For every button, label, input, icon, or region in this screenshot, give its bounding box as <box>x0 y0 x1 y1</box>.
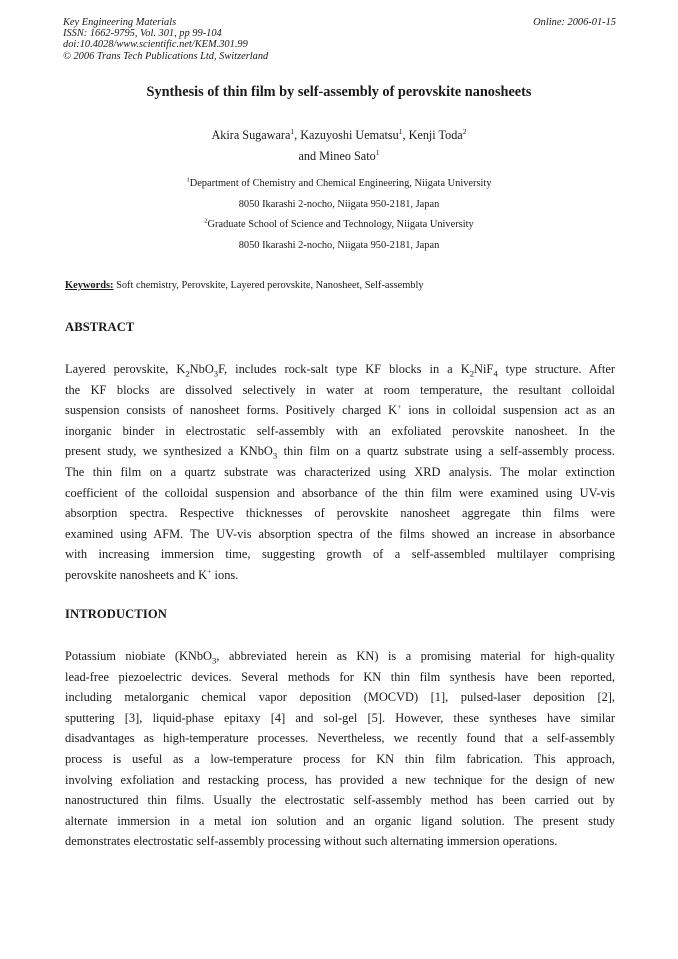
online-date: Online: 2006-01-15 <box>533 17 616 28</box>
abstract-body <box>65 359 615 586</box>
abstract-line: Layered perovskite, $K_2NbO_3F$, includes rock-salt type KF blocks in a $K_2NiF_4$ type structure. After <box>65 362 616 379</box>
author-affil-sup: 2 <box>462 126 467 136</box>
affil-number: 1 <box>186 176 190 184</box>
intro-line: process is useful as a low-temperature process for KN thin film fabrication. This approach, <box>65 751 615 766</box>
intro-line: including metalorganic chemical vapor deposition (MOCVD) [1], pulsed-laser deposition [2], <box>65 690 615 705</box>
affiliation-2-address: 8050 Ikarashi 2-nocho, Niigata 950-2181, Japan <box>238 239 440 251</box>
abstract-line: present study, we synthesized a KNbO$_3$ thin film on a quartz substrate using a self-assembly process. <box>65 444 615 461</box>
intro-line: alternate immersion in a metal ion solution and an organic ligand solution. The present study <box>65 813 615 828</box>
journal-doi: doi:10.4028/www.scientific.net/KEM.301.99 <box>63 39 248 51</box>
journal-name: Key Engineering Materials <box>63 17 177 28</box>
intro-line: involving exfoliation and restacking process, has provided a new technique for the design of new <box>65 772 615 787</box>
author-line-2 <box>0 146 678 167</box>
introduction-heading: INTRODUCTION <box>65 607 167 621</box>
author-affil-sup: 1 <box>398 126 403 136</box>
affiliation-2 <box>0 215 678 236</box>
keywords-label: Keywords: <box>65 280 114 291</box>
keywords-text: Soft chemistry, Perovskite, Layered perovskite, Nanosheet, Self-assembly <box>113 280 424 291</box>
journal-header <box>63 17 268 62</box>
abstract-heading: ABSTRACT <box>65 320 135 334</box>
intro-line: nanostructured thin films. Usually the electrostatic self-assembly method has been carried out by <box>65 793 615 808</box>
introduction-body <box>65 646 615 852</box>
author-name: and Mineo Sato <box>298 149 376 163</box>
abstract-line: with increasing immersion time, suggesting growth of a self-assembled multilayer comprising <box>65 547 615 562</box>
author-name: , Kazuyoshi Uematsu <box>294 128 399 142</box>
abstract-line: The thin film on a quartz substrate was characterized using XRD analysis. The molar extinction <box>65 464 615 479</box>
abstract-line: examined using AFM. The UV-vis absorption spectra of the films showed an increase in absorbance <box>65 526 615 541</box>
intro-line: disadvantages as high-temperature processes. Nevertheless, we recently found that a self-assembly <box>65 731 615 746</box>
paper-title: Synthesis of thin film by self-assembly of perovskite nanosheets <box>146 84 532 100</box>
author-list <box>0 125 678 167</box>
abstract-line: absorption spectra. Respective thicknesses of perovskite nanosheet aggregate thin films were <box>65 506 615 521</box>
intro-line: demonstrates electrostatic self-assembly processing without such alternating immersion operations. <box>65 834 558 849</box>
author-affil-sup: 1 <box>375 147 380 157</box>
abstract-line: the KF blocks are dissolved selectively in water at room temperature, the resultant colloidal <box>65 382 615 397</box>
journal-issn: ISSN: 1662-9795, Vol. 301, pp 99-104 <box>63 28 222 40</box>
keywords <box>65 280 424 291</box>
intro-line: Potassium niobiate (KNbO$_3$, abbreviated herein as KN) is a promising material for high-quality <box>65 649 615 666</box>
author-name: Akira Sugawara <box>211 128 291 142</box>
affiliation-1 <box>0 174 678 195</box>
affil-text: Department of Chemistry and Chemical Engineering, Niigata University <box>189 178 492 189</box>
abstract-line: inorganic binder in electrostatic self-assembly with an exfoliated perovskite nanosheet. In the <box>65 423 615 438</box>
affil-text: Graduate School of Science and Technology, Niigata University <box>207 219 474 230</box>
abstract-line: suspension consists of nanosheet forms. Positively charged K+ ions in colloidal suspension act as an <box>65 402 615 418</box>
affil-number: 2 <box>204 217 208 225</box>
abstract-line: coefficient of the colloidal suspension and absorbance of the thin film were examined using UV-vis <box>65 485 615 500</box>
journal-copyright: © 2006 Trans Tech Publications Ltd, Switzerland <box>63 50 269 62</box>
affiliation-1-address: 8050 Ikarashi 2-nocho, Niigata 950-2181, Japan <box>238 198 440 210</box>
abstract-line: perovskite nanosheets and K+ ions. <box>65 566 239 582</box>
author-affil-sup: 1 <box>290 126 295 136</box>
author-name: , Kenji Toda <box>402 128 463 142</box>
affiliations <box>0 174 678 256</box>
author-line-1 <box>0 125 678 146</box>
intro-line: sputtering [3], liquid-phase epitaxy [4] and sol-gel [5]. However, these syntheses have similar <box>65 710 615 725</box>
intro-line: lead-free piezoelectric devices. Several methods for KN thin film synthesis have been reported, <box>65 669 615 684</box>
